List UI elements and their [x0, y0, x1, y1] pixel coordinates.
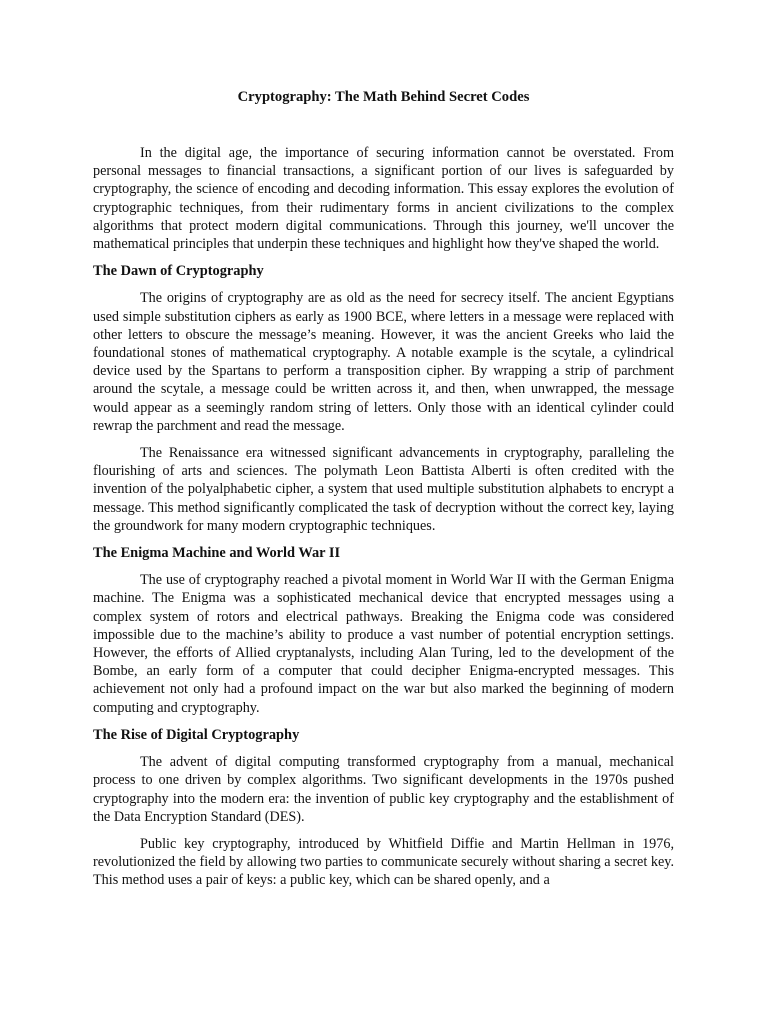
dawn-paragraph-1: The origins of cryptography are as old as the need for secrecy itself. The ancient Egyptians used simple substitution ciphers as early as 1900 BCE, where letters in a message were replaced with other letters to obscure the message’s meaning. However, it was the ancient Greeks who laid the foundational stones of mathematical cryptography. A notable example is the scytale, a cylindrical device used by the Spartans to perform a transposition cipher. By wrapping a strip of parchment around the scytale, a message could be written across it, and then, when unwrapped, the message would appear as a seemingly random string of letters. Only those with an identical cylinder could rewrap the parchment and read the message. [93, 290, 674, 434]
intro-paragraph: In the digital age, the importance of securing information cannot be overstated. From personal messages to financial transactions, a significant portion of our lives is safeguarded by cryptography, the science of encoding and decoding information. This essay explores the evolution of cryptographic techniques, from their rudimentary forms in ancient civilizations to the complex algorithms that protect modern digital communications. Through this journey, we'll uncover the mathematical principles that underpin these techniques and highlight how they've shaped the world. [93, 145, 674, 253]
digital-paragraph-2: Public key cryptography, introduced by Whitfield Diffie and Martin Hellman in 1976, revolutionized the field by allowing two parties to communicate securely without sharing a secret key. This method uses a pair of keys: a public key, which can be shared openly, and a [93, 835, 674, 889]
section-heading-dawn: The Dawn of Cryptography [93, 263, 264, 280]
title-spacer [93, 108, 674, 144]
enigma-paragraph-1: The use of cryptography reached a pivotal moment in World War II with the German Enigma machine. The Enigma was a sophisticated mechanical device that encrypted messages using a complex system of rotors and electrical pathways. Breaking the Enigma code was considered impossible due to the machine’s ability to produce a vast number of potential encryption settings. However, the efforts of Allied cryptanalysts, including Alan Turing, led to the development of the Bombe, an early form of a computer that could decipher Enigma-encrypted messages. This achievement not only had a profound impact on the war but also marked the beginning of modern computing and cryptography. [93, 572, 674, 716]
document-title: Cryptography: The Math Behind Secret Codes [237, 89, 530, 105]
section-heading-digital: The Rise of Digital Cryptography [93, 726, 300, 743]
document-page [93, 86, 674, 899]
dawn-paragraph-2: The Renaissance era witnessed significant advancements in cryptography, paralleling the flourishing of arts and sciences. The polymath Leon Battista Alberti is often credited with the invention of the polyalphabetic cipher, a system that used multiple substitution alphabets to encrypt a message. This method significantly complicated the task of decryption without the correct key, laying the groundwork for many modern cryptographic techniques. [93, 445, 674, 534]
section-heading-enigma: The Enigma Machine and World War II [93, 545, 341, 562]
digital-paragraph-1: The advent of digital computing transformed cryptography from a manual, mechanical process to one driven by complex algorithms. Two significant developments in the 1970s pushed cryptography into the modern era: the invention of public key cryptography and the establishment of the Data Encryption Standard (DES). [93, 754, 674, 825]
